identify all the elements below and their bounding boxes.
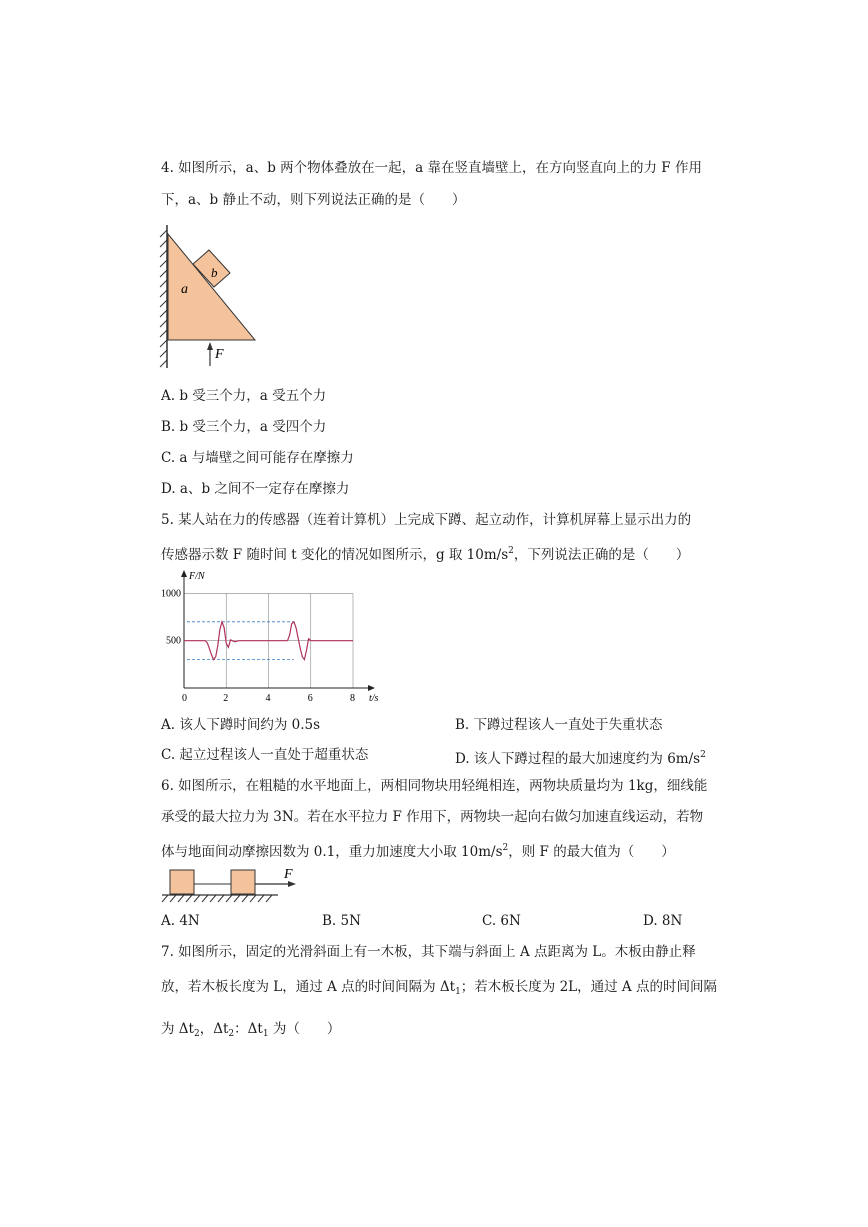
q4-option-c: C. a 与墙壁之间可能存在摩擦力 (161, 450, 354, 466)
q7-stem-line3-sub1: 2 (193, 1029, 200, 1039)
q6-stem-line3-sup: 2 (502, 843, 509, 853)
label-b: b (211, 265, 218, 280)
q4-stem-line2: 下，a、b 静止不动，则下列说法正确的是（ ） (161, 192, 466, 208)
x-tick-label-2: 2 (223, 693, 229, 704)
q7-stem-line3 (161, 1020, 340, 1043)
q5-stem-line2-text: 传感器示数 F 随时间 t 变化的情况如图所示，g 取 10m/s (161, 547, 509, 563)
x-tick-label-0: 0 (182, 693, 187, 704)
q6-stem-line3-text: 体与地面间动摩擦因数为 0.1，重力加速度大小取 10m/s (161, 844, 503, 860)
label-a: a (181, 282, 188, 297)
ground-hatch (162, 895, 272, 902)
q6-figure (160, 864, 305, 904)
chart-tick-labels (161, 588, 355, 704)
q4-option-d: D. a、b 之间不一定存在摩擦力 (161, 481, 350, 497)
q7-stem-line3-sub2: 2 (228, 1029, 235, 1039)
q7-stem-line2-sub: 1 (455, 987, 461, 997)
q7-stem-line3-text: 为 Δt (161, 1021, 194, 1037)
q4-figure (150, 220, 280, 370)
block-right (231, 870, 255, 894)
q7-stem-line3-sub3: 1 (262, 1029, 269, 1039)
q6-stem-line3 (161, 839, 675, 861)
q6-option-b: B. 5N (322, 913, 361, 929)
q4-option-a: A. b 受三个力，a 受五个力 (161, 388, 327, 404)
q7-stem-line2-text: 放，若木板长度为 L，通过 A 点的时间间隔为 Δt (161, 979, 456, 995)
q6-stem-line1: 6. 如图所示，在粗糙的水平地面上，两相同物块用轻绳相连，两物块质量均为 1kg，细线能 (161, 778, 708, 794)
q5-force-time-chart (160, 570, 390, 710)
y-tick-label-500: 500 (166, 635, 181, 647)
q5-stem-line1: 5. 某人站在力的传感器（连着计算机）上完成下蹲、起立动作，计算机屏幕上显示出力的 (161, 512, 692, 528)
chart-axes (181, 570, 375, 691)
q6-option-a: A. 4N (161, 913, 200, 929)
q5-option-b: B. 下蹲过程该人一直处于失重状态 (455, 717, 663, 733)
y-tick-label-1000: 1000 (161, 588, 181, 600)
q4-option-b: B. b 受三个力，a 受四个力 (161, 419, 327, 435)
q6-option-c: C. 6N (482, 913, 521, 929)
q5-stem-line2-post: ，下列说法正确的是（ ） (513, 547, 690, 563)
x-tick-label-4: 4 (265, 693, 271, 704)
q5-option-d-sup: 2 (700, 750, 706, 760)
y-axis-label: F/N (189, 571, 205, 582)
q6-stem-line2: 承受的最大拉力为 3N。若在水平拉力 F 作用下，两物块一起向右做匀加速直线运动，若物 (161, 809, 704, 825)
q7-stem-line3-post: 为（ ） (268, 1021, 341, 1037)
label-force: F (284, 867, 293, 882)
q6-option-d: D. 8N (643, 913, 683, 929)
block-left (170, 870, 194, 894)
x-axis-label: t/s (369, 693, 379, 704)
q7-stem-line3-mid2: ：Δt (234, 1021, 263, 1037)
q7-stem-line2-mid: ；若木板长度为 2L，通过 A 点的时间间隔 (460, 979, 717, 995)
q5-stem-line2 (161, 542, 689, 564)
q5-option-a: A. 该人下蹲时间约为 0.5s (161, 717, 321, 733)
q7-stem-line1: 7. 如图所示，固定的光滑斜面上有一木板，其下端与斜面上 A 点距离为 L。木板由静止释 (161, 944, 696, 960)
q7-stem-line3-mid: ，Δt (199, 1021, 229, 1037)
x-axis-arrow (368, 685, 375, 691)
q5-option-d-text: D. 该人下蹲过程的最大加速度约为 6m/s (455, 751, 701, 767)
force-arrow-head (207, 342, 213, 350)
y-axis-arrow (181, 570, 187, 577)
q5-option-d (455, 746, 706, 768)
q4-stem-line1: 4. 如图所示，a、b 两个物体叠放在一起，a 靠在竖直墙壁上，在方向竖直向上的力 F 作用 (161, 160, 702, 176)
x-tick-label-6: 6 (307, 693, 313, 704)
q5-option-c: C. 起立过程该人一直处于超重状态 (161, 747, 369, 763)
label-force: F (215, 347, 224, 362)
q5-stem-line2-sup: 2 (508, 546, 514, 556)
q6-stem-line3-post: ，则 F 的最大值为（ ） (508, 844, 675, 860)
q7-stem-line2 (161, 978, 717, 1001)
wall-hatch (160, 230, 167, 367)
x-tick-label-8: 8 (350, 693, 355, 704)
